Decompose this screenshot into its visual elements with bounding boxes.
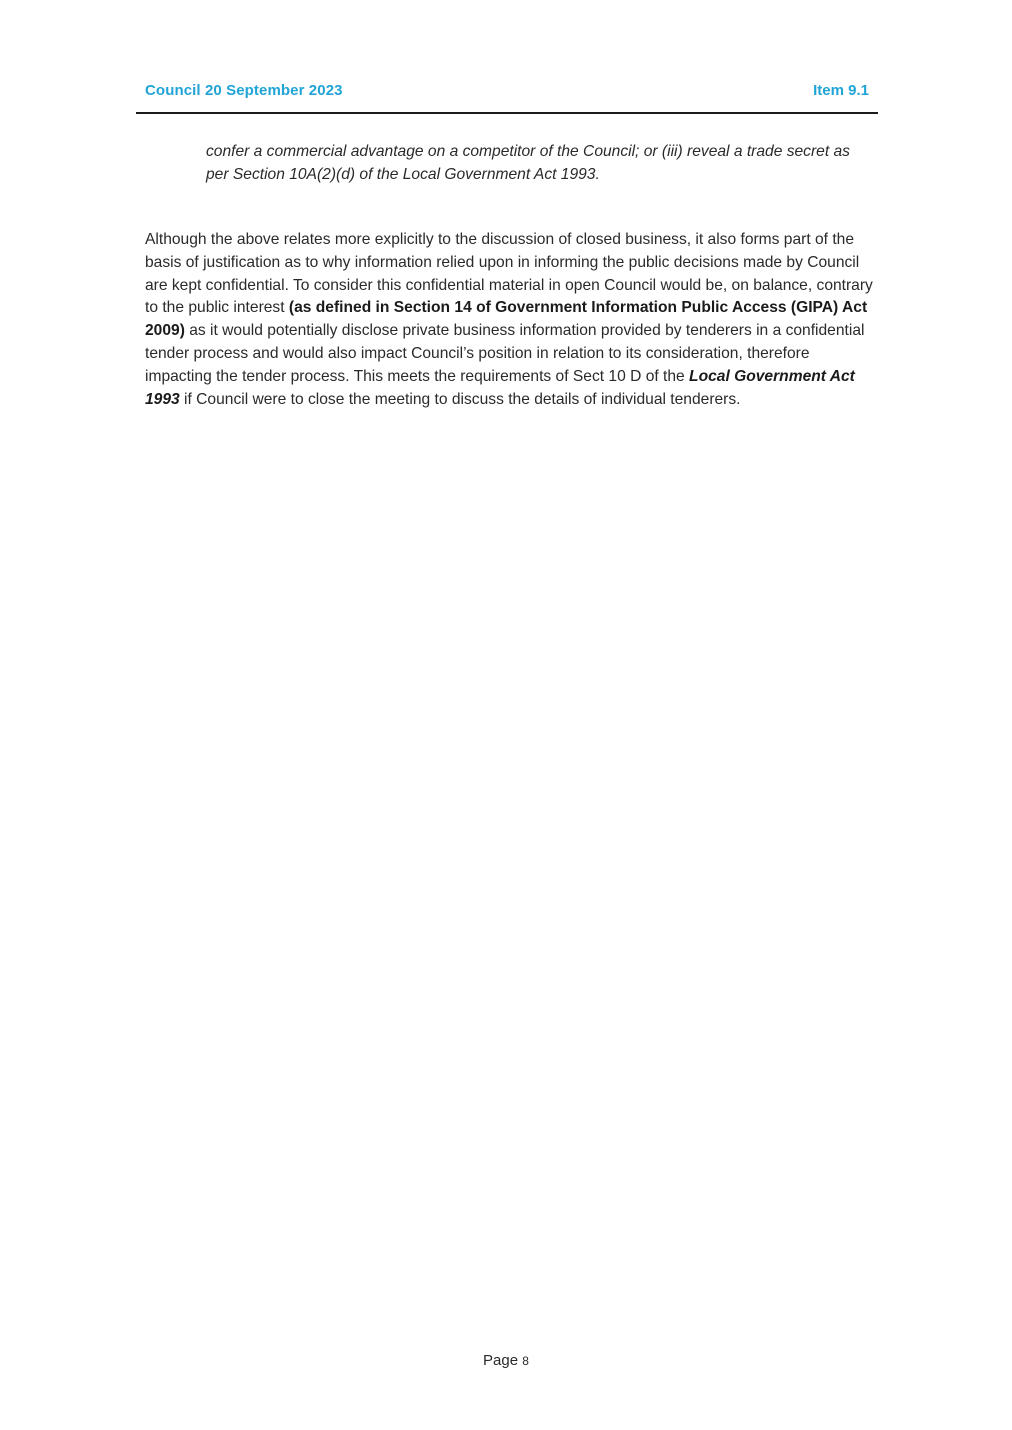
page-number: 8: [522, 1354, 529, 1368]
page-label: Page: [483, 1352, 519, 1369]
gipa-reference: (as defined in Section 14 of Government Information Public Access (GIPA) Act 2009): [145, 299, 868, 340]
page-header: [136, 80, 878, 114]
item-number: Item 9.1: [813, 82, 869, 99]
page-footer: [0, 1352, 1012, 1369]
act-reference: Local Government Act 1993: [145, 367, 855, 408]
body-text-part-3: if Council were to close the meeting to discuss the details of individual tenderers.: [179, 390, 741, 408]
body-text-part-2: as it would potentially disclose private business information provided by tenderers in a confidential tender process and would also impact Council’s position in relation to its consideration, therefore impacting the tender process. This meets the requirements of Sect 10 D of the: [145, 322, 865, 385]
body-paragraph: [145, 229, 877, 411]
meeting-title: Council 20 September 2023: [145, 82, 343, 99]
quoted-clause: confer a commercial advantage on a competitor of the Council; or (iii) reveal a trade secret as per Section 10A(2)(d) of the Local Government Act 1993.: [206, 143, 850, 183]
body-text-part-1: Although the above relates more explicitly to the discussion of closed business, it also forms part of the basis of justification as to why information relied upon in informing the public decisions made by Council are kept confidential. To consider this confidential material in open Council would be, on balance, contrary to the public interest: [145, 231, 873, 317]
